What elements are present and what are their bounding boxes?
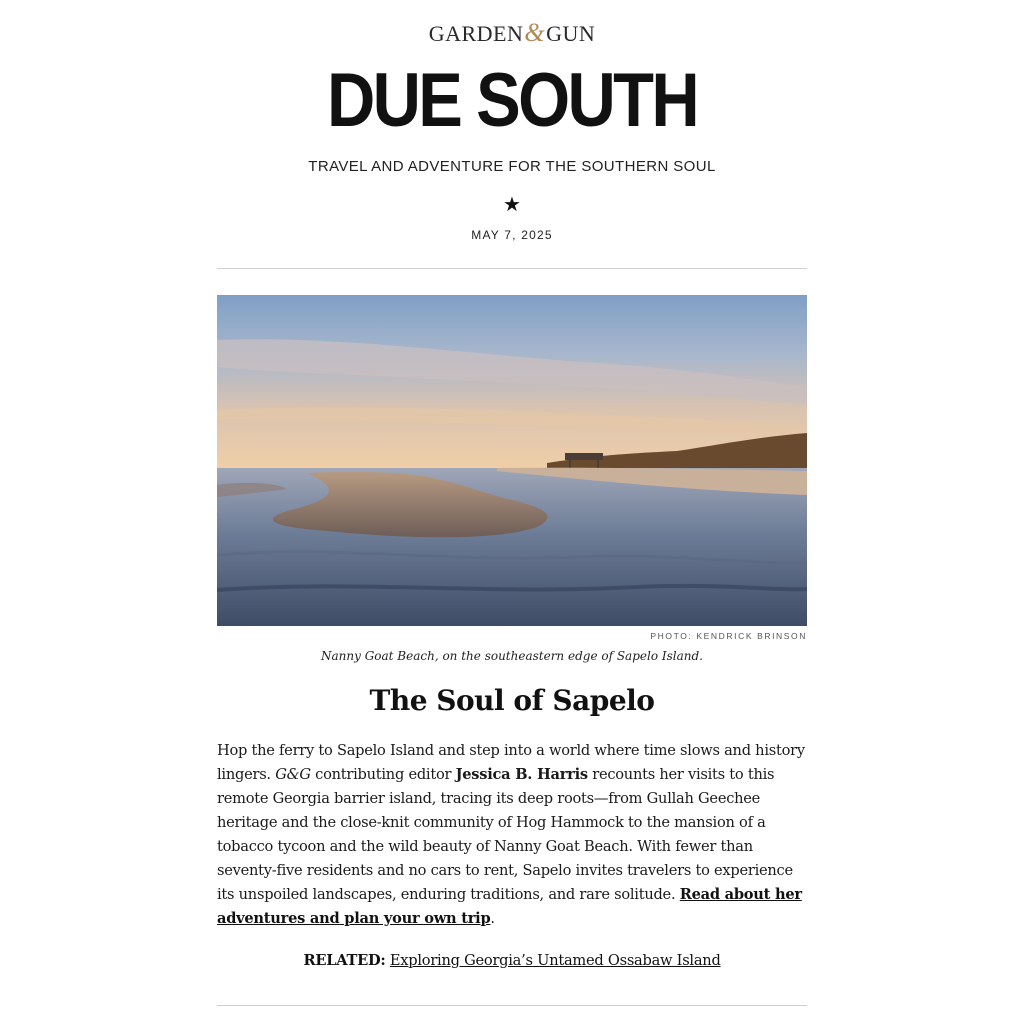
body-text-4: . (490, 910, 495, 927)
issue-date: MAY 7, 2025 (471, 228, 553, 242)
related-line (0, 952, 1024, 969)
body-text-1: Hop the ferry to Sapelo Island and step into a world where time slows and history lingers. (217, 742, 805, 783)
article-title[interactable]: The Soul of Sapelo (369, 684, 655, 717)
top-divider (217, 268, 807, 269)
hero-photo[interactable] (217, 295, 807, 626)
brand-logo-left: GARDEN (428, 21, 524, 46)
brand-logo-right: GUN (546, 21, 596, 46)
publication-name: G&G (275, 766, 311, 783)
brand-logo[interactable] (0, 18, 1024, 48)
read-more-link[interactable]: Read about her adventures and plan your own trip (217, 886, 802, 927)
article-body (217, 739, 809, 931)
star-icon: ★ (503, 192, 521, 216)
author-name: Jessica B. Harris (455, 766, 588, 783)
related-link[interactable]: Exploring Georgia’s Untamed Ossabaw Island (389, 952, 721, 969)
related-label: RELATED: (303, 952, 386, 969)
bottom-divider (217, 1005, 807, 1006)
photo-credit: PHOTO: KENDRICK BRINSON (650, 631, 807, 641)
newsletter-tagline: TRAVEL AND ADVENTURE FOR THE SOUTHERN SOUL (308, 158, 716, 175)
beach-photo-illustration (217, 295, 807, 626)
brand-logo-ampersand: & (524, 18, 546, 47)
body-text-3: recounts her visits to this remote Georgia barrier island, tracing its deep roots—from Gullah Geechee heritage and the close-knit community of Hog Hammock to the mansion of a tobacco tycoon and the wild beauty of Nanny Goat Beach. With fewer than seventy-five residents and no cars to rent, Sapelo invites travelers to experience its unspoiled landscapes, enduring traditions, and rare solitude. (217, 766, 793, 903)
newsletter-masthead: DUE SOUTH (326, 58, 698, 143)
photo-caption: Nanny Goat Beach, on the southeastern edge of Sapelo Island. (321, 649, 703, 663)
body-text-2: contributing editor (310, 766, 456, 783)
